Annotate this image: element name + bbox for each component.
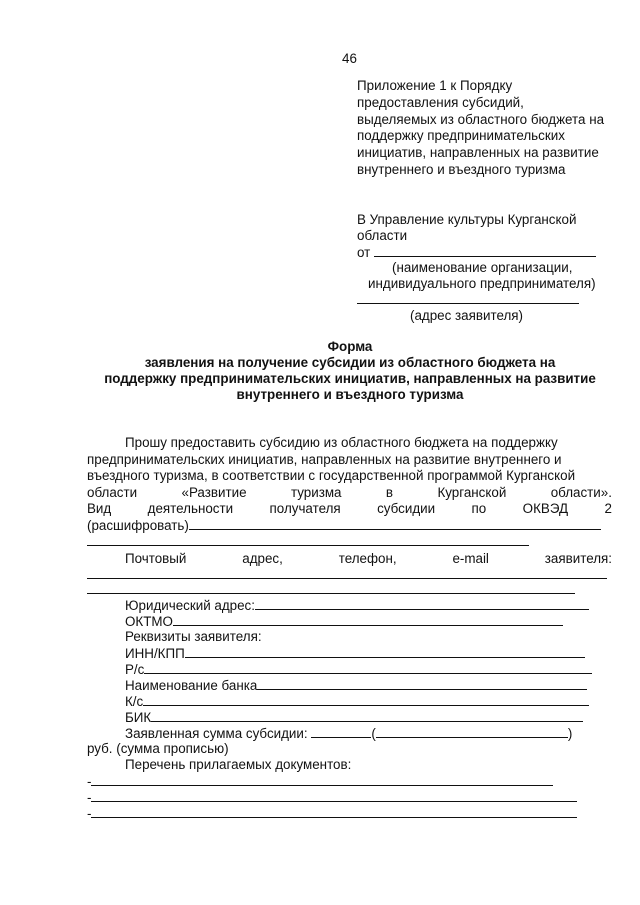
word: заявителя:	[544, 551, 612, 566]
appendix-line: инициатив, направленных на развитие	[357, 145, 599, 161]
document-field[interactable]	[91, 773, 553, 786]
document-row	[87, 773, 553, 789]
addressee-line-1: В Управление культуры Курганской	[357, 212, 577, 227]
word: Вид	[87, 501, 112, 516]
oktmo-label: ОКТМО	[125, 614, 173, 629]
word: ОКВЭД	[522, 501, 569, 516]
paragraph-line: въездного туризма, в соответствии с государственной программой Курганской	[87, 468, 576, 483]
page-number: 46	[342, 51, 357, 66]
inn-kpp-label: ИНН/КПП	[125, 646, 185, 661]
word: по	[471, 501, 487, 516]
word: получателя	[269, 501, 341, 516]
contact-line-justified	[125, 551, 612, 566]
appendix-line: Приложение 1 к Порядку	[357, 78, 513, 93]
rs-label: Р/с	[125, 662, 145, 677]
rs-field[interactable]	[144, 661, 592, 674]
ks-label: К/с	[125, 694, 144, 709]
word: Почтовый	[125, 551, 187, 566]
paragraph-line: предпринимательских инициатив, направленных на развитие внутреннего и	[87, 452, 562, 467]
form-title: Форма	[327, 339, 373, 354]
bik-label: БИК	[125, 710, 152, 725]
bank-name-label: Наименование банка	[125, 678, 258, 693]
addressee-line-2: области	[357, 228, 408, 243]
paren-close: )	[567, 726, 573, 741]
document-field[interactable]	[91, 789, 577, 802]
contact-field-continued[interactable]	[87, 593, 575, 594]
legal-address-field[interactable]	[255, 597, 589, 610]
bank-name-row	[125, 677, 587, 693]
document-row	[87, 789, 577, 805]
ks-row	[125, 693, 589, 709]
word: в	[385, 485, 394, 500]
subsidy-amount-field[interactable]	[311, 725, 371, 738]
org-note-2: индивидуального предпринимателя)	[368, 276, 596, 291]
form-subtitle-line: поддержку предпринимательских инициатив, направленных на развитие	[104, 371, 596, 386]
address-field[interactable]	[357, 303, 579, 304]
documents-list-heading: Перечень прилагаемых документов:	[125, 757, 352, 772]
subsidy-amount-label: Заявленная сумма субсидии:	[125, 726, 308, 741]
org-note-1: (наименование организации,	[392, 260, 573, 275]
rub-words-label: руб. (сумма прописью)	[87, 741, 229, 756]
word: субсидии	[377, 501, 436, 516]
oktmo-field[interactable]	[173, 613, 563, 626]
word: «Развитие	[181, 485, 247, 500]
appendix-line: предоставления субсидий,	[357, 94, 524, 110]
dash: -	[87, 790, 92, 805]
subsidy-amount-words-field[interactable]	[376, 725, 568, 738]
inn-kpp-row	[125, 645, 585, 661]
word: Курганской	[437, 485, 507, 500]
form-subtitle-line: внутреннего и въездного туризма	[236, 387, 464, 402]
from-row	[357, 244, 596, 260]
from-field[interactable]	[374, 244, 596, 257]
paragraph-line: Прошу предоставить субсидию из областного бюджета на поддержку	[125, 435, 558, 450]
form-subtitle-line: заявления на получение субсидии из областного бюджета на	[144, 355, 556, 370]
bik-row	[125, 709, 583, 725]
word: 2	[604, 501, 612, 516]
appendix-line: внутреннего и въездного туризма	[357, 161, 566, 177]
decode-field-continued[interactable]	[87, 545, 529, 546]
from-label: от	[357, 245, 371, 260]
word: e-mail	[452, 551, 489, 566]
word: туризма	[290, 485, 342, 500]
address-note: (адрес заявителя)	[410, 308, 523, 323]
bik-field[interactable]	[151, 709, 583, 722]
paragraph-line-justified	[87, 485, 612, 500]
document-field[interactable]	[91, 805, 577, 818]
word: области	[87, 485, 138, 500]
word: телефон,	[338, 551, 397, 566]
legal-address-label: Юридический адрес:	[125, 598, 255, 613]
dash: -	[87, 774, 92, 789]
dash: -	[87, 806, 92, 821]
word: деятельности	[147, 501, 234, 516]
paren-open: (	[371, 726, 376, 741]
bank-name-field[interactable]	[257, 677, 587, 690]
requisites-heading: Реквизиты заявителя:	[125, 629, 262, 644]
appendix-line: выделяемых из областного бюджета на	[357, 111, 605, 127]
appendix-line: поддержку предпринимательских	[357, 128, 565, 144]
decode-label: (расшифровать)	[87, 518, 189, 533]
decode-field[interactable]	[189, 517, 601, 530]
ks-field[interactable]	[143, 693, 589, 706]
word: адрес,	[242, 551, 283, 566]
contact-field[interactable]	[87, 578, 607, 579]
document-row	[87, 805, 577, 821]
word: области».	[550, 485, 612, 500]
paragraph-line-justified	[87, 501, 612, 516]
appendix-block	[357, 78, 604, 179]
decode-row	[87, 517, 601, 533]
oktmo-row	[125, 613, 563, 629]
subsidy-amount-row	[125, 725, 572, 741]
legal-address-row	[125, 597, 589, 613]
inn-kpp-field[interactable]	[185, 645, 585, 658]
rs-row	[125, 661, 592, 677]
